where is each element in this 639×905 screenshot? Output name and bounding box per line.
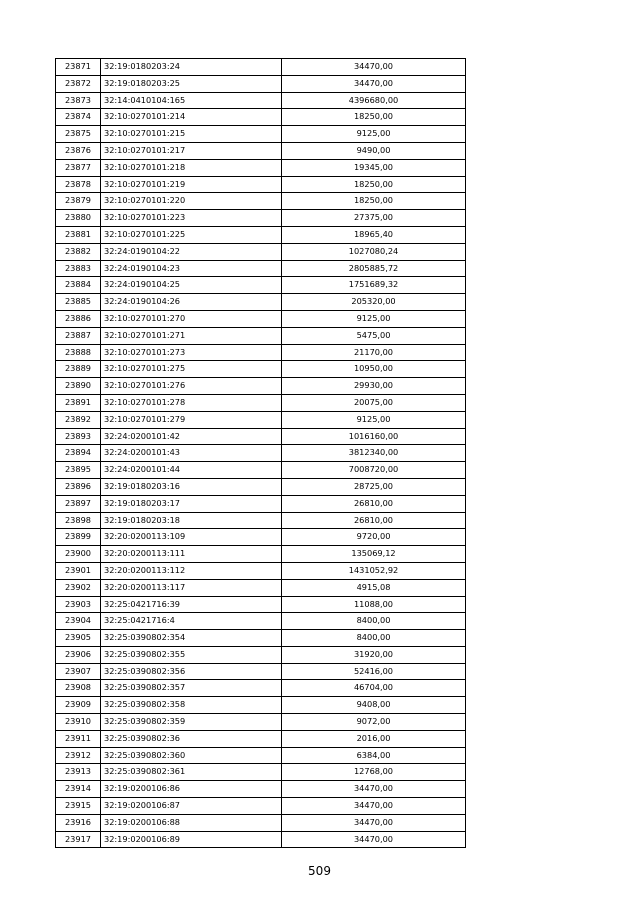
value-cell: 9408,00	[282, 697, 466, 714]
row-number-cell: 23890	[56, 378, 101, 395]
row-number-cell: 23910	[56, 714, 101, 731]
row-number-cell: 23871	[56, 59, 101, 76]
row-number-cell: 23872	[56, 75, 101, 92]
table-body	[56, 59, 466, 848]
value-cell: 34470,00	[282, 781, 466, 798]
cadastral-number-cell: 32:20:0200113:109	[101, 529, 282, 546]
value-cell: 21170,00	[282, 344, 466, 361]
row-number-cell: 23906	[56, 646, 101, 663]
value-cell: 52416,00	[282, 663, 466, 680]
value-cell: 34470,00	[282, 59, 466, 76]
value-cell: 18250,00	[282, 193, 466, 210]
value-cell: 8400,00	[282, 630, 466, 647]
table-row	[56, 75, 466, 92]
cadastral-number-cell: 32:10:0270101:214	[101, 109, 282, 126]
row-number-cell: 23895	[56, 462, 101, 479]
value-cell: 19345,00	[282, 159, 466, 176]
cadastral-number-cell: 32:19:0180203:24	[101, 59, 282, 76]
cadastral-number-cell: 32:25:0421716:4	[101, 613, 282, 630]
table-row	[56, 546, 466, 563]
table-row	[56, 260, 466, 277]
row-number-cell: 23916	[56, 814, 101, 831]
value-cell: 7008720,00	[282, 462, 466, 479]
value-cell: 18250,00	[282, 109, 466, 126]
row-number-cell: 23909	[56, 697, 101, 714]
table-row	[56, 562, 466, 579]
value-cell: 9720,00	[282, 529, 466, 546]
table-row	[56, 596, 466, 613]
table-row	[56, 176, 466, 193]
row-number-cell: 23917	[56, 831, 101, 848]
cadastral-number-cell: 32:25:0390802:36	[101, 730, 282, 747]
table-row	[56, 579, 466, 596]
row-number-cell: 23880	[56, 210, 101, 227]
value-cell: 6384,00	[282, 747, 466, 764]
cadastral-number-cell: 32:20:0200113:111	[101, 546, 282, 563]
row-number-cell: 23882	[56, 243, 101, 260]
value-cell: 46704,00	[282, 680, 466, 697]
value-cell: 2016,00	[282, 730, 466, 747]
table-row	[56, 142, 466, 159]
cadastral-number-cell: 32:10:0270101:271	[101, 327, 282, 344]
row-number-cell: 23899	[56, 529, 101, 546]
table-row	[56, 243, 466, 260]
table-row	[56, 814, 466, 831]
row-number-cell: 23886	[56, 310, 101, 327]
table-row	[56, 109, 466, 126]
table-row	[56, 697, 466, 714]
cadastral-number-cell: 32:10:0270101:273	[101, 344, 282, 361]
table-row	[56, 747, 466, 764]
cadastral-number-cell: 32:20:0200113:112	[101, 562, 282, 579]
table-row	[56, 159, 466, 176]
row-number-cell: 23912	[56, 747, 101, 764]
row-number-cell: 23887	[56, 327, 101, 344]
row-number-cell: 23877	[56, 159, 101, 176]
table-row	[56, 226, 466, 243]
cadastral-number-cell: 32:25:0390802:360	[101, 747, 282, 764]
row-number-cell: 23900	[56, 546, 101, 563]
value-cell: 9125,00	[282, 411, 466, 428]
cadastral-number-cell: 32:10:0270101:219	[101, 176, 282, 193]
table-row	[56, 646, 466, 663]
table-row	[56, 445, 466, 462]
cadastral-number-cell: 32:24:0190104:26	[101, 294, 282, 311]
table-row	[56, 781, 466, 798]
row-number-cell: 23883	[56, 260, 101, 277]
row-number-cell: 23902	[56, 579, 101, 596]
cadastral-number-cell: 32:24:0200101:42	[101, 428, 282, 445]
cadastral-number-cell: 32:25:0390802:359	[101, 714, 282, 731]
cadastral-number-cell: 32:24:0190104:22	[101, 243, 282, 260]
table-row	[56, 714, 466, 731]
value-cell: 34470,00	[282, 75, 466, 92]
table-row	[56, 210, 466, 227]
value-cell: 8400,00	[282, 613, 466, 630]
row-number-cell: 23873	[56, 92, 101, 109]
value-cell: 5475,00	[282, 327, 466, 344]
row-number-cell: 23893	[56, 428, 101, 445]
value-cell: 10950,00	[282, 361, 466, 378]
cadastral-number-cell: 32:19:0180203:25	[101, 75, 282, 92]
table-row	[56, 478, 466, 495]
row-number-cell: 23914	[56, 781, 101, 798]
value-cell: 1431052,92	[282, 562, 466, 579]
cadastral-number-cell: 32:10:0270101:270	[101, 310, 282, 327]
cadastral-number-cell: 32:10:0270101:225	[101, 226, 282, 243]
cadastral-number-cell: 32:24:0190104:25	[101, 277, 282, 294]
value-cell: 29930,00	[282, 378, 466, 395]
value-cell: 2805885,72	[282, 260, 466, 277]
row-number-cell: 23878	[56, 176, 101, 193]
table-row	[56, 277, 466, 294]
cadastral-number-cell: 32:10:0270101:275	[101, 361, 282, 378]
table-row	[56, 59, 466, 76]
value-cell: 31920,00	[282, 646, 466, 663]
value-cell: 1751689,32	[282, 277, 466, 294]
cadastral-number-cell: 32:10:0270101:223	[101, 210, 282, 227]
table-row	[56, 428, 466, 445]
value-cell: 27375,00	[282, 210, 466, 227]
table-row	[56, 730, 466, 747]
cadastral-number-cell: 32:10:0270101:276	[101, 378, 282, 395]
cadastral-number-cell: 32:24:0200101:43	[101, 445, 282, 462]
table-row	[56, 831, 466, 848]
row-number-cell: 23908	[56, 680, 101, 697]
cadastral-number-cell: 32:19:0180203:17	[101, 495, 282, 512]
cadastral-value-table	[55, 58, 466, 848]
table-row	[56, 378, 466, 395]
value-cell: 34470,00	[282, 831, 466, 848]
row-number-cell: 23901	[56, 562, 101, 579]
value-cell: 20075,00	[282, 394, 466, 411]
cadastral-number-cell: 32:10:0270101:278	[101, 394, 282, 411]
table-row	[56, 294, 466, 311]
value-cell: 18250,00	[282, 176, 466, 193]
cadastral-number-cell: 32:10:0270101:217	[101, 142, 282, 159]
value-cell: 18965,40	[282, 226, 466, 243]
table-row	[56, 92, 466, 109]
cadastral-number-cell: 32:19:0200106:86	[101, 781, 282, 798]
cadastral-number-cell: 32:24:0200101:44	[101, 462, 282, 479]
row-number-cell: 23884	[56, 277, 101, 294]
row-number-cell: 23875	[56, 126, 101, 143]
row-number-cell: 23904	[56, 613, 101, 630]
cadastral-number-cell: 32:19:0180203:16	[101, 478, 282, 495]
cadastral-number-cell: 32:14:0410104:165	[101, 92, 282, 109]
cadastral-number-cell: 32:19:0200106:88	[101, 814, 282, 831]
table-row	[56, 613, 466, 630]
value-cell: 34470,00	[282, 814, 466, 831]
table-row	[56, 495, 466, 512]
cadastral-number-cell: 32:25:0421716:39	[101, 596, 282, 613]
value-cell: 9072,00	[282, 714, 466, 731]
row-number-cell: 23903	[56, 596, 101, 613]
value-cell: 34470,00	[282, 798, 466, 815]
value-cell: 205320,00	[282, 294, 466, 311]
cadastral-number-cell: 32:10:0270101:215	[101, 126, 282, 143]
row-number-cell: 23898	[56, 512, 101, 529]
cadastral-number-cell: 32:10:0270101:218	[101, 159, 282, 176]
cadastral-number-cell: 32:20:0200113:117	[101, 579, 282, 596]
table-row	[56, 512, 466, 529]
value-cell: 9125,00	[282, 310, 466, 327]
table-row	[56, 630, 466, 647]
value-cell: 1027080,24	[282, 243, 466, 260]
row-number-cell: 23888	[56, 344, 101, 361]
row-number-cell: 23892	[56, 411, 101, 428]
value-cell: 3812340,00	[282, 445, 466, 462]
row-number-cell: 23913	[56, 764, 101, 781]
table-row	[56, 310, 466, 327]
row-number-cell: 23874	[56, 109, 101, 126]
row-number-cell: 23905	[56, 630, 101, 647]
cadastral-number-cell: 32:25:0390802:358	[101, 697, 282, 714]
cadastral-number-cell: 32:19:0200106:89	[101, 831, 282, 848]
cadastral-number-cell: 32:25:0390802:356	[101, 663, 282, 680]
cadastral-number-cell: 32:10:0270101:279	[101, 411, 282, 428]
value-cell: 28725,00	[282, 478, 466, 495]
cadastral-number-cell: 32:25:0390802:357	[101, 680, 282, 697]
row-number-cell: 23885	[56, 294, 101, 311]
cadastral-number-cell: 32:24:0190104:23	[101, 260, 282, 277]
cadastral-number-cell: 32:19:0180203:18	[101, 512, 282, 529]
table-row	[56, 327, 466, 344]
row-number-cell: 23896	[56, 478, 101, 495]
table-row	[56, 764, 466, 781]
row-number-cell: 23907	[56, 663, 101, 680]
row-number-cell: 23879	[56, 193, 101, 210]
table-row	[56, 193, 466, 210]
table-row	[56, 344, 466, 361]
value-cell: 9125,00	[282, 126, 466, 143]
row-number-cell: 23891	[56, 394, 101, 411]
cadastral-number-cell: 32:19:0200106:87	[101, 798, 282, 815]
table-row	[56, 529, 466, 546]
cadastral-number-cell: 32:25:0390802:355	[101, 646, 282, 663]
row-number-cell: 23894	[56, 445, 101, 462]
cadastral-number-cell: 32:25:0390802:354	[101, 630, 282, 647]
page-number: 509	[308, 864, 331, 878]
row-number-cell: 23876	[56, 142, 101, 159]
value-cell: 1016160,00	[282, 428, 466, 445]
table-row	[56, 462, 466, 479]
value-cell: 12768,00	[282, 764, 466, 781]
value-cell: 4396680,00	[282, 92, 466, 109]
value-cell: 135069,12	[282, 546, 466, 563]
cadastral-number-cell: 32:10:0270101:220	[101, 193, 282, 210]
table-row	[56, 663, 466, 680]
table-row	[56, 361, 466, 378]
value-cell: 26810,00	[282, 495, 466, 512]
row-number-cell: 23897	[56, 495, 101, 512]
table-row	[56, 411, 466, 428]
table-row	[56, 798, 466, 815]
row-number-cell: 23889	[56, 361, 101, 378]
table-row	[56, 394, 466, 411]
value-cell: 26810,00	[282, 512, 466, 529]
row-number-cell: 23915	[56, 798, 101, 815]
cadastral-number-cell: 32:25:0390802:361	[101, 764, 282, 781]
table-row	[56, 126, 466, 143]
row-number-cell: 23911	[56, 730, 101, 747]
table-row	[56, 680, 466, 697]
value-cell: 11088,00	[282, 596, 466, 613]
value-cell: 9490,00	[282, 142, 466, 159]
row-number-cell: 23881	[56, 226, 101, 243]
value-cell: 4915,08	[282, 579, 466, 596]
